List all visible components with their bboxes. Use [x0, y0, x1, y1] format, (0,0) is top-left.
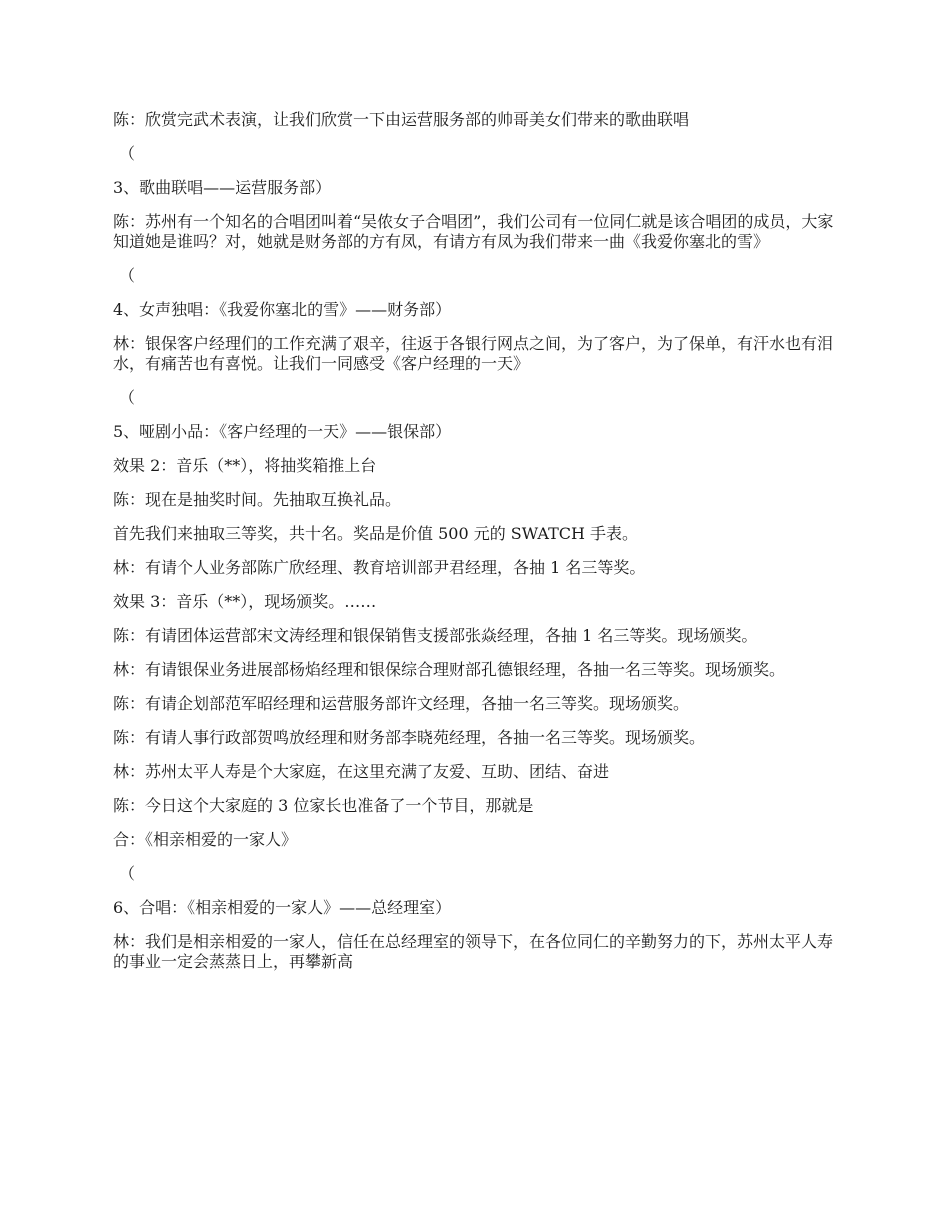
- paragraph: （: [119, 388, 136, 407]
- paragraph: 林：我们是相亲相爱的一家人，信任在总经理室的领导下，在各位同仁的辛勤努力的下，苏州太平人寿的事业一定会蒸蒸日上，再攀新高: [113, 932, 834, 971]
- paragraph: （: [119, 864, 136, 883]
- paragraph: 陈：欣赏完武术表演，让我们欣赏一下由运营服务部的帅哥美女们带来的歌曲联唱: [113, 110, 690, 129]
- paragraph: 3、歌曲联唱——运营服务部）: [113, 178, 332, 197]
- paragraph: 陈：有请团体运营部宋文涛经理和银保销售支援部张焱经理，各抽 1 名三等奖。现场颁奖。: [113, 626, 758, 645]
- paragraph: 效果 3：音乐（**），现场颁奖。……: [113, 592, 377, 611]
- paragraph: 陈：现在是抽奖时间。先抽取互换礼品。: [113, 490, 402, 509]
- paragraph: 林：苏州太平人寿是个大家庭，在这里充满了友爱、互助、团结、奋进: [113, 762, 610, 781]
- paragraph: 效果 2：音乐（**），将抽奖箱推上台: [113, 456, 377, 475]
- paragraph: 林：有请银保业务进展部杨焰经理和银保综合理财部孔德银经理，各抽一名三等奖。现场颁奖。: [113, 660, 786, 679]
- paragraph: 4、女声独唱：《我爱你塞北的雪》——财务部）: [113, 300, 452, 319]
- paragraph: 首先我们来抽取三等奖，共十名。奖品是价值 500 元的 SWATCH 手表。: [113, 524, 639, 543]
- paragraph: 陈：有请企划部范军昭经理和运营服务部许文经理，各抽一名三等奖。现场颁奖。: [113, 694, 690, 713]
- document-body: [113, 110, 839, 986]
- paragraph: 5、哑剧小品：《客户经理的一天》——银保部）: [113, 422, 452, 441]
- paragraph: 林：有请个人业务部陈广欣经理、教育培训部尹君经理，各抽 1 名三等奖。: [113, 558, 646, 577]
- paragraph: 陈：今日这个大家庭的 3 位家长也准备了一个节目，那就是: [113, 796, 534, 815]
- paragraph: 合：《相亲相爱的一家人》: [113, 830, 298, 849]
- paragraph: 6、合唱：《相亲相爱的一家人》——总经理室）: [113, 898, 452, 917]
- paragraph: 林：银保客户经理们的工作充满了艰辛，往返于各银行网点之间，为了客户，为了保单，有汗水也有泪水，有痛苦也有喜悦。让我们一同感受《客户经理的一天》: [113, 334, 834, 373]
- paragraph: （: [119, 266, 136, 285]
- paragraph: 陈：苏州有一个知名的合唱团叫着“吴侬女子合唱团”，我们公司有一位同仁就是该合唱团的成员，大家知道她是谁吗？对，她就是财务部的方有凤，有请方有凤为我们带来一曲《我爱你塞北的雪》: [113, 212, 834, 251]
- paragraph: （: [119, 144, 136, 163]
- paragraph: 陈：有请人事行政部贺鸣放经理和财务部李晓苑经理，各抽一名三等奖。现场颁奖。: [113, 728, 706, 747]
